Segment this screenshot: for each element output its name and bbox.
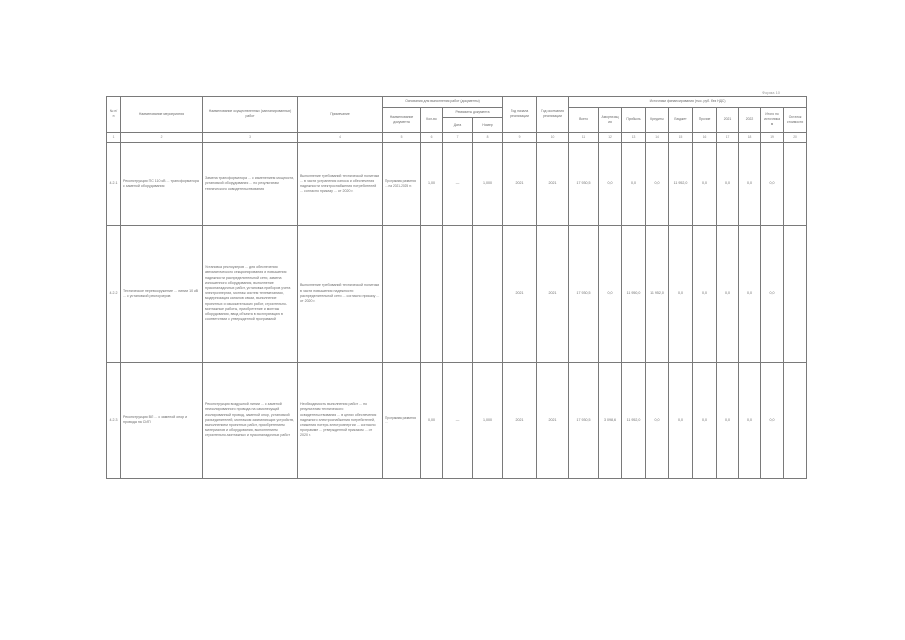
row-date: — bbox=[443, 143, 473, 225]
col-num: 15 bbox=[669, 132, 693, 143]
row-total: 17 930,5 bbox=[569, 225, 599, 362]
col-num: 2 bbox=[121, 132, 203, 143]
col-num: 14 bbox=[646, 132, 669, 143]
header-src-5: Бюджет bbox=[669, 107, 693, 132]
header-no: № п/п bbox=[107, 97, 121, 133]
row-end: 2021 bbox=[537, 362, 569, 478]
row-note: Выполнение требований технической политики в части повышения надежности распределительной сети ... согласно приказу ... от 2020 г. bbox=[298, 225, 383, 362]
row-doc: Программа развития ... на 2021-2025 гг. bbox=[383, 143, 421, 225]
row-date bbox=[443, 225, 473, 362]
header-src-1: Всего bbox=[569, 107, 599, 132]
row-name: Реконструкция ВЛ ... с заменой опор и провода на СИП bbox=[121, 362, 203, 478]
row-value: 0,0 bbox=[599, 143, 622, 225]
row-qty: 0,00 bbox=[421, 362, 443, 478]
row-value: 11 952,0 bbox=[669, 143, 693, 225]
row-value: 11 952,0 bbox=[622, 362, 646, 478]
row-start: 2021 bbox=[503, 143, 537, 225]
row-start: 2021 bbox=[503, 225, 537, 362]
row-value bbox=[784, 143, 807, 225]
row-value: 0,0 bbox=[693, 143, 717, 225]
header-doc-name: Наименование документа bbox=[383, 107, 421, 132]
row-value bbox=[784, 362, 807, 478]
header-src-7: 2021 bbox=[717, 107, 739, 132]
row-value: 11 952,0 bbox=[646, 225, 669, 362]
header-src-11: Итого по источникам bbox=[761, 107, 784, 132]
row-end: 2021 bbox=[537, 143, 569, 225]
header-details-group: Реквизиты документа bbox=[443, 107, 503, 118]
row-value: 0,0 bbox=[646, 362, 669, 478]
header-docs-group: Основания для выполнения работ (документы) bbox=[383, 97, 503, 108]
row-name: Реконструкция ПС 110 кВ ... трансформатора с заменой оборудования bbox=[121, 143, 203, 225]
row-name: Техническое перевооружение ... линии 10 кВ ... с установкой реклоузеров bbox=[121, 225, 203, 362]
row-value: 11 950,0 bbox=[622, 225, 646, 362]
col-num: 20 bbox=[784, 132, 807, 143]
col-num: 18 bbox=[739, 132, 761, 143]
col-num: 16 bbox=[693, 132, 717, 143]
row-value: 0,0 bbox=[669, 225, 693, 362]
col-num: 19 bbox=[761, 132, 784, 143]
header-src-6: Прочие bbox=[693, 107, 717, 132]
col-num: 8 bbox=[473, 132, 503, 143]
form-number-label: Форма 10 bbox=[762, 90, 781, 95]
row-no: 4.2.1 bbox=[107, 143, 121, 225]
row-value: 0,0 bbox=[717, 362, 739, 478]
row-value: 0,0 bbox=[761, 143, 784, 225]
row-total: 17 930,5 bbox=[569, 143, 599, 225]
row-value bbox=[784, 225, 807, 362]
row-value: 0,0 bbox=[761, 362, 784, 478]
row-date: — bbox=[443, 362, 473, 478]
row-note: Необходимость выполнения работ ... по результатам технического освидетельствования ... в целях обеспечения надежного электроснабжения потребителей, снижения потерь электроэнергии ... согласно программе ... утвержденной приказом ... от 2020 г. bbox=[298, 362, 383, 478]
col-num: 1 bbox=[107, 132, 121, 143]
row-number: 1,000 bbox=[473, 143, 503, 225]
header-qty: Кол-во bbox=[421, 107, 443, 132]
row-no: 4.2.2 bbox=[107, 225, 121, 362]
row-qty bbox=[421, 225, 443, 362]
row-value: 0,0 bbox=[599, 225, 622, 362]
row-value: 0,0 bbox=[693, 225, 717, 362]
row-works: Установка реклоузеров ... для обеспечения автоматического секционирования и повышения надежности распределительной сети, замена изношенного оборудования, выполнение пусконаладочных работ, установка приборов учета электроэнергии, монтаж систем телемеханики, модернизация каналов связи, выполнение проектных и изыскательских работ, строительно-монтажные работы, приобретение и монтаж оборудования, ввод объекта в эксплуатацию в соответствии с утвержденной программой bbox=[203, 225, 298, 362]
row-total: 17 930,5 bbox=[569, 362, 599, 478]
col-num: 10 bbox=[537, 132, 569, 143]
col-num: 7 bbox=[443, 132, 473, 143]
col-num: 3 bbox=[203, 132, 298, 143]
header-src-12: Остаток стоимости bbox=[784, 107, 807, 132]
col-num: 5 bbox=[383, 132, 421, 143]
row-value: 0,0 bbox=[761, 225, 784, 362]
row-value: 0,0 bbox=[717, 143, 739, 225]
column-numbering-row bbox=[107, 132, 807, 143]
header-date: Дата bbox=[443, 118, 473, 133]
row-value: 0,0 bbox=[739, 362, 761, 478]
row-value: 0,0 bbox=[739, 143, 761, 225]
header-src-8: 2022 bbox=[739, 107, 761, 132]
row-value: 0,0 bbox=[669, 362, 693, 478]
col-num: 4 bbox=[298, 132, 383, 143]
row-value: 0,0 bbox=[622, 143, 646, 225]
col-num: 12 bbox=[599, 132, 622, 143]
table-row bbox=[107, 143, 807, 225]
row-doc: Программа развития ... bbox=[383, 362, 421, 478]
table-row bbox=[107, 225, 807, 362]
col-num: 17 bbox=[717, 132, 739, 143]
header-start-year: Год начала реализации bbox=[503, 97, 537, 133]
row-value: 0,0 bbox=[646, 143, 669, 225]
header-src-3: Прибыль bbox=[622, 107, 646, 132]
row-end: 2021 bbox=[537, 225, 569, 362]
investment-program-table bbox=[106, 96, 807, 479]
row-value: 3 098,6 bbox=[599, 362, 622, 478]
row-note: Выполнение требований технической политики ... в части устранения износа и обеспечения надежности электроснабжения потребителей ... согласно приказу ... от 2020 г. bbox=[298, 143, 383, 225]
row-value: 0,0 bbox=[739, 225, 761, 362]
header-end-year: Год окончания реализации bbox=[537, 97, 569, 133]
col-num: 13 bbox=[622, 132, 646, 143]
header-src-2: Амортизация bbox=[599, 107, 622, 132]
row-no: 4.2.3 bbox=[107, 362, 121, 478]
row-works: Реконструкция воздушной линии ... с заменой неизолированного провода на самонесущий изолированный провод, заменой опор, установкой разъединителей, монтажом заземляющих устройств, выполнением проектных работ, приобретением материалов и оборудования, выполнением строительно-монтажных и пусконаладочных работ bbox=[203, 362, 298, 478]
header-sources-group: Источники финансирования (тыс. руб. без НДС) bbox=[569, 97, 807, 108]
header-name: Наименование мероприятия bbox=[121, 97, 203, 133]
table-row bbox=[107, 362, 807, 478]
row-start: 2021 bbox=[503, 362, 537, 478]
header-number: Номер bbox=[473, 118, 503, 133]
row-qty: 1,00 bbox=[421, 143, 443, 225]
col-num: 9 bbox=[503, 132, 537, 143]
row-value: 0,0 bbox=[693, 362, 717, 478]
row-number bbox=[473, 225, 503, 362]
col-num: 6 bbox=[421, 132, 443, 143]
header-src-4: Кредиты bbox=[646, 107, 669, 132]
header-note: Примечание bbox=[298, 97, 383, 133]
row-number: 1,000 bbox=[473, 362, 503, 478]
col-num: 11 bbox=[569, 132, 599, 143]
header-works: Наименование осуществленных (запланированных) работ bbox=[203, 97, 298, 133]
row-value: 0,0 bbox=[717, 225, 739, 362]
row-works: Замена трансформатора ... с изменением мощности, установкой оборудования ... по результатам технического освидетельствования bbox=[203, 143, 298, 225]
row-doc bbox=[383, 225, 421, 362]
